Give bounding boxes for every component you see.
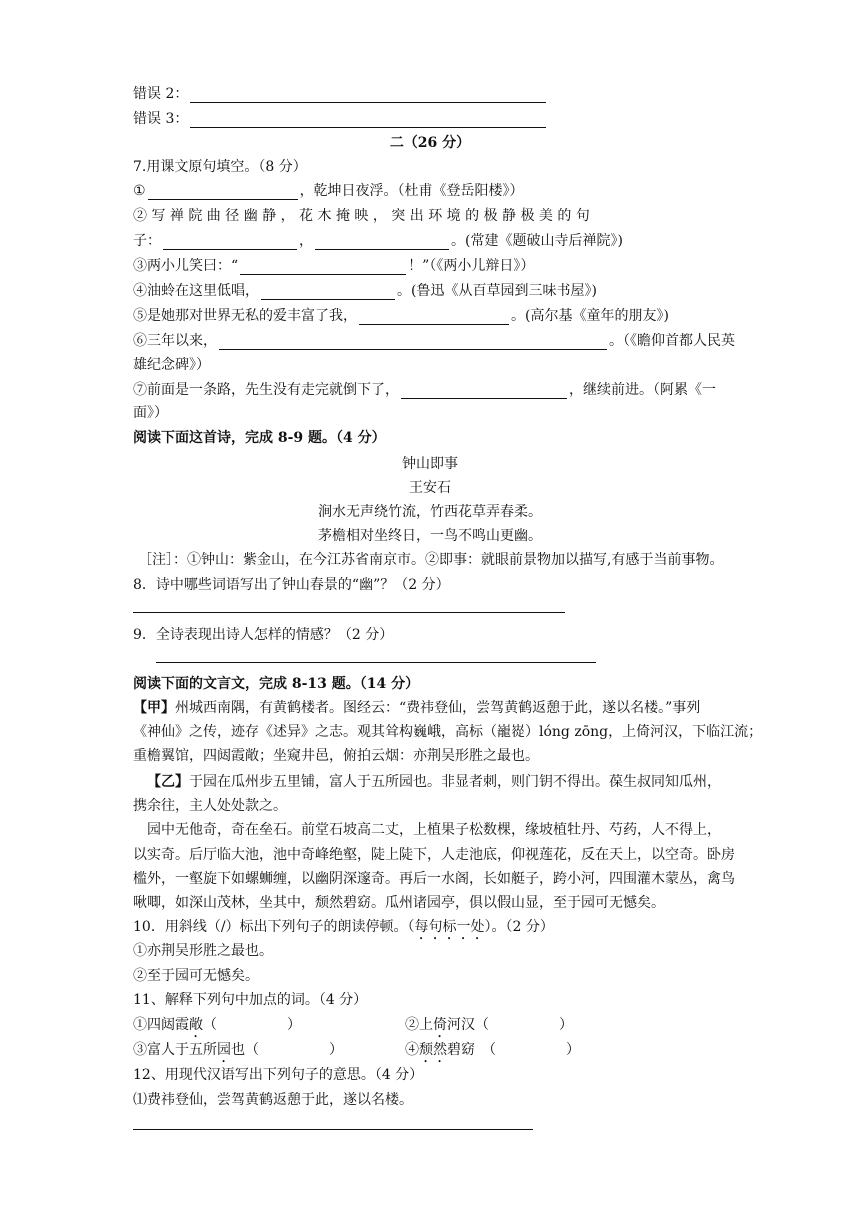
yi-line-6: 啾唧，如深山茂林，坐其中，颓然碧窈。瓜州诸园亭，俱以假山显，至于园可无憾矣。: [133, 895, 665, 911]
q7-blank-7[interactable]: [219, 335, 607, 350]
q11-c-dot-word: 园: [217, 1042, 231, 1058]
q7-l1-prefix: ①: [133, 183, 146, 199]
jia-line-3: 重檐翼馆，四闼霞敞；坐窥井邑，俯拍云烟：亦荆吴形胜之最也。: [133, 748, 539, 764]
poem-intro: 阅读下面这首诗，完成 8-9 题。（4 分）: [133, 430, 386, 446]
yi-line-2: 携余往，主人处处款之。: [133, 798, 287, 814]
error-2-blank[interactable]: [190, 88, 546, 103]
error-3-label: 错误 3：: [133, 111, 189, 127]
q7-line-7: [133, 332, 735, 350]
q11-a-blank[interactable]: （ ）: [203, 1017, 301, 1033]
q10-title-c: ）。（2 分）: [484, 919, 554, 935]
q10-title: [133, 918, 554, 943]
q7-blank-8[interactable]: [401, 384, 567, 399]
error-3-blank[interactable]: [190, 113, 546, 128]
q7-l2-text: ② 写 禅 院 曲 径 幽 静 ， 花 木 掩 映 ， 突 出 环 境 的 极 静 极 美 的 句: [133, 208, 590, 224]
q7-l3-suffix: 。(常建《题破山寺后禅院》): [451, 233, 623, 249]
q12-title: 12、用现代汉语写出下列句子的意思。（4 分）: [133, 1067, 424, 1083]
q8-prompt: 8．诗中哪些词语写出了钟山春景的“幽”？（2 分）: [133, 577, 450, 593]
q7-l6-prefix: ⑤是她那对世界无私的爱丰富了我，: [133, 308, 357, 324]
yi-text-1: 于园在瓜州步五里铺，富人于五所园也。非显者刺，则门钥不得出。葆生叔同知瓜州，: [189, 774, 721, 790]
q7-blank-6[interactable]: [359, 310, 509, 325]
jia-line-2: 《神仙》之传，迹存《述异》之志。观其耸构巍峨，高标（巃嵸）lóng zōng，上倚河汉，下临江流；: [133, 724, 763, 740]
poem-note: ［注］：①钟山：紫金山，在今江苏省南京市。②即事：就眼前景物加以描写,有感于当前事物。: [138, 552, 724, 568]
q10-title-emphasis: 每句标一处: [414, 919, 485, 935]
q7-line-9: [133, 381, 716, 399]
q7-line-4: [133, 257, 534, 275]
q7-line-3: [133, 232, 623, 250]
q11-a-pre: ①四闼霞: [133, 1017, 189, 1033]
q11-d-dot-word: 颓然: [419, 1042, 447, 1058]
yi-line-3: 园中无他奇，奇在垒石。前堂石坡高二丈，上植果子松数棵，缘坡植牡丹、芍药，人不得上，: [147, 822, 721, 838]
q8-answer-line[interactable]: [133, 612, 565, 613]
q11-b-blank[interactable]: 河汉（ ）: [447, 1017, 573, 1033]
classical-intro: 阅读下面的文言文，完成 8-13 题。（14 分）: [133, 676, 420, 692]
q11-c-pre: ③富人于五所: [133, 1042, 217, 1058]
q10-title-a: 10．用斜线（/）标出下列句子的朗读停顿。（: [133, 919, 415, 935]
poem-title: 钟山即事: [402, 456, 458, 472]
q12-sentence-1: ⑴费祎登仙，尝驾黄鹤返憩于此，遂以名楼。: [133, 1092, 413, 1108]
q7-line-5: [133, 282, 597, 300]
q7-l7-prefix: ⑥三年以来，: [133, 333, 217, 349]
yi-line-5: 槛外，一壑旋下如螺蛳缠，以幽阴深邃奇。再后一水阁，长如艇子，跨小河，四围灌木蒙丛，禽鸟: [133, 871, 735, 887]
jia-tag: 【甲】: [133, 700, 175, 716]
section-title: 二（26 分）: [389, 135, 471, 151]
error-3-line: [133, 110, 548, 128]
q9-answer-line[interactable]: [156, 662, 596, 663]
q7-line-10: 面》）: [133, 405, 168, 421]
q7-blank-2[interactable]: [163, 235, 297, 250]
poem-line-2: 茅檐相对坐终日，一鸟不鸣山更幽。: [318, 528, 542, 544]
poem-line-1: 涧水无声绕竹流，竹西花草弄春柔。: [318, 504, 542, 520]
q11-b-dot-word: 倚: [433, 1017, 447, 1033]
q12-answer-line[interactable]: [133, 1129, 533, 1130]
yi-tag: 【乙】: [147, 774, 189, 790]
q7-l5-prefix: ④油蛉在这里低唱，: [133, 283, 259, 299]
q7-title: 7.用课文原句填空。（8 分）: [133, 159, 307, 175]
q7-blank-4[interactable]: [240, 260, 406, 275]
q7-line-1: [133, 182, 524, 200]
q11-item-d: [405, 1041, 580, 1066]
error-2-label: 错误 2：: [133, 86, 189, 102]
q7-line-2: [133, 207, 590, 225]
jia-text-1: 州城西南隅，有黄鹤楼者。图经云：“费祎登仙，尝驾黄鹤返憩于此，遂以名楼。”事列: [175, 700, 701, 716]
q7-l7-suffix: 。（《瞻仰首都人民英: [609, 333, 735, 349]
q10-sentence-2: ②至于园可无憾矣。: [133, 968, 259, 984]
q7-l5-suffix: 。(鲁迅《从百草园到三味书屋》): [397, 283, 597, 299]
q7-l9-suffix: ，继续前进。（阿累《一: [569, 382, 716, 398]
q11-item-b: [405, 1016, 573, 1041]
error-2-line: [133, 85, 548, 103]
q11-b-pre: ②上: [405, 1017, 433, 1033]
q7-blank-5[interactable]: [261, 285, 395, 300]
q7-line-6: [133, 307, 669, 325]
q7-l3-comma: ，: [299, 233, 313, 249]
q7-line-8: 雄纪念碑》）: [133, 357, 210, 373]
poem-author: 王安石: [409, 480, 451, 496]
yi-line-1: [147, 773, 721, 791]
q11-item-a: [133, 1016, 301, 1041]
q7-blank-1[interactable]: [148, 185, 298, 200]
yi-line-4: 以实奇。后厅临大池，池中奇峰绝壑，陡上陡下，人走池底，仰视莲花，反在天上，以空奇。卧房: [133, 847, 735, 863]
q7-blank-3[interactable]: [315, 235, 449, 250]
q7-l6-suffix: 。(高尔基《童年的朋友》): [511, 308, 669, 324]
q7-l4-suffix: ！”（《两小儿辩日》）: [408, 258, 535, 274]
q11-d-blank[interactable]: 碧窈 （ ）: [447, 1042, 580, 1058]
q7-l1-suffix: ，乾坤日夜浮。（杜甫《登岳阳楼》）: [299, 183, 524, 199]
q9-prompt: 9．全诗表现出诗人怎样的情感？（2 分）: [133, 627, 394, 643]
q11-d-pre: ④: [405, 1042, 419, 1058]
q7-l4-prefix: ③两小儿笑曰：“: [133, 258, 239, 274]
q11-c-blank[interactable]: 也（ ）: [231, 1042, 343, 1058]
q11-title: 11、解释下列句中加点的词。（4 分）: [133, 992, 368, 1008]
q11-a-dot-word: 敞: [189, 1017, 203, 1033]
q7-l3-prefix: 子：: [133, 233, 161, 249]
q10-sentence-1: ①亦荆吴形胜之最也。: [133, 943, 273, 959]
q11-item-c: [133, 1041, 343, 1066]
jia-line-1: [133, 699, 700, 717]
q7-l9-prefix: ⑦前面是一条路，先生没有走完就倒下了，: [133, 382, 399, 398]
